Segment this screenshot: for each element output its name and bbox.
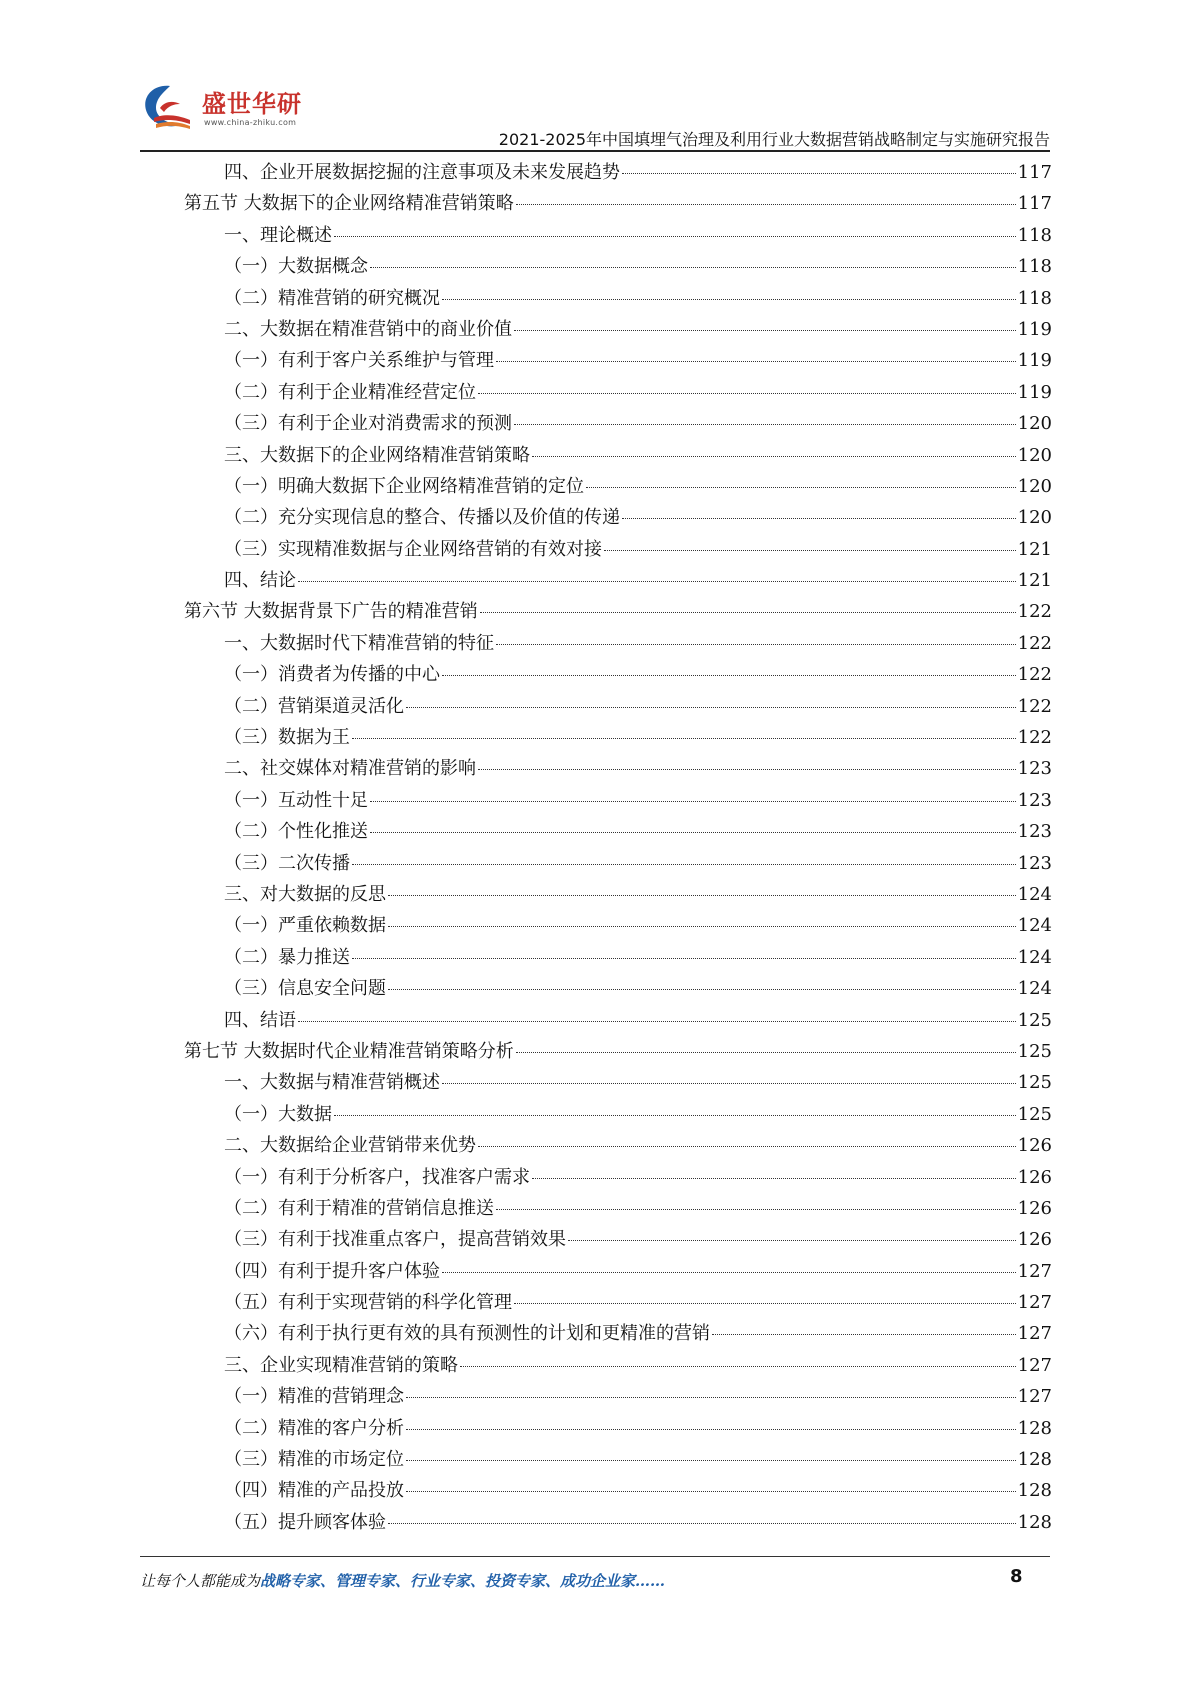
toc-entry-page: 118 bbox=[1017, 256, 1052, 278]
toc-entry-page: 120 bbox=[1017, 507, 1052, 529]
toc-entry-page: 123 bbox=[1017, 821, 1052, 843]
logo-url: www.china-zhiku.com bbox=[204, 118, 297, 127]
toc-entry-label: （一）消费者为传播的中心 bbox=[224, 664, 440, 686]
toc-entry-page: 126 bbox=[1017, 1197, 1052, 1219]
toc-entry-page: 125 bbox=[1017, 1103, 1052, 1125]
toc-leader-dots bbox=[496, 1208, 1016, 1210]
toc-leader-dots bbox=[370, 800, 1016, 802]
toc-entry-label: （一）有利于客户关系维护与管理 bbox=[224, 350, 494, 372]
toc-entry-label: 第七节 大数据时代企业精准营销策略分析 bbox=[184, 1040, 514, 1062]
toc-entry-page: 120 bbox=[1017, 444, 1052, 466]
toc-leader-dots bbox=[604, 549, 1016, 551]
toc-entry-label: （二）精准营销的研究概况 bbox=[224, 287, 440, 309]
toc-leader-dots bbox=[334, 235, 1016, 237]
report-title: 2021-2025年中国填埋气治理及利用行业大数据营销战略制定与实施研究报告 bbox=[498, 130, 1050, 149]
toc-entry[interactable] bbox=[184, 910, 1052, 941]
toc-leader-dots bbox=[712, 1333, 1016, 1335]
toc-entry-label: （二）营销渠道灵活化 bbox=[224, 695, 404, 717]
toc-leader-dots bbox=[406, 1459, 1016, 1461]
toc-leader-dots bbox=[298, 1020, 1016, 1022]
toc-leader-dots bbox=[532, 1177, 1016, 1179]
toc-entry-label: 三、企业实现精准营销的策略 bbox=[224, 1354, 458, 1376]
toc-entry[interactable] bbox=[184, 1193, 1052, 1224]
toc-leader-dots bbox=[478, 392, 1016, 394]
toc-entry-label: （六）有利于执行更有效的具有预测性的计划和更精准的营销 bbox=[224, 1323, 710, 1345]
toc-entry-label: （三）数据为王 bbox=[224, 727, 350, 749]
toc-entry-page: 123 bbox=[1017, 789, 1052, 811]
toc-leader-dots bbox=[532, 455, 1016, 457]
toc-entry[interactable] bbox=[184, 1444, 1052, 1475]
toc-entry-label: 四、结论 bbox=[224, 570, 296, 592]
toc-entry[interactable] bbox=[184, 1381, 1052, 1412]
toc-entry[interactable] bbox=[184, 314, 1052, 345]
toc-entry-page: 124 bbox=[1017, 883, 1052, 905]
toc-leader-dots bbox=[298, 580, 1016, 582]
toc-entry[interactable] bbox=[184, 1067, 1052, 1098]
toc-leader-dots bbox=[352, 737, 1016, 739]
toc-entry-label: （二）有利于企业精准经营定位 bbox=[224, 381, 476, 403]
toc-entry[interactable] bbox=[184, 628, 1052, 659]
toc-entry[interactable] bbox=[184, 1130, 1052, 1161]
toc-leader-dots bbox=[442, 674, 1016, 676]
toc-entry[interactable] bbox=[184, 1318, 1052, 1349]
toc-entry[interactable] bbox=[184, 220, 1052, 251]
toc-leader-dots bbox=[370, 831, 1016, 833]
toc-entry[interactable] bbox=[184, 816, 1052, 847]
toc-leader-dots bbox=[496, 360, 1016, 362]
toc-entry-page: 122 bbox=[1017, 664, 1052, 686]
toc-entry[interactable] bbox=[184, 408, 1052, 439]
toc-entry-label: （二）暴力推送 bbox=[224, 946, 350, 968]
toc-leader-dots bbox=[442, 298, 1016, 300]
toc-entry-label: 二、大数据在精准营销中的商业价值 bbox=[224, 318, 512, 340]
toc-entry-page: 117 bbox=[1017, 162, 1052, 183]
toc-entry-page: 122 bbox=[1017, 695, 1052, 717]
toc-entry-page: 123 bbox=[1017, 758, 1052, 780]
toc-entry[interactable] bbox=[184, 1036, 1052, 1067]
toc-entry-page: 127 bbox=[1017, 1354, 1052, 1376]
toc-leader-dots bbox=[388, 925, 1016, 927]
toc-entry-label: （二）精准的客户分析 bbox=[224, 1417, 404, 1439]
toc-leader-dots bbox=[442, 1271, 1016, 1273]
logo-name: 盛世华研 bbox=[202, 90, 302, 118]
toc-entry-label: （一）有利于分析客户，找准客户需求 bbox=[224, 1166, 530, 1188]
toc-entry-label: 四、结语 bbox=[224, 1009, 296, 1031]
toc-entry-page: 118 bbox=[1017, 287, 1052, 309]
toc-entry[interactable] bbox=[184, 534, 1052, 565]
toc-leader-dots bbox=[586, 486, 1016, 488]
toc-entry-label: 一、大数据时代下精准营销的特征 bbox=[224, 632, 494, 654]
toc-leader-dots bbox=[388, 1522, 1016, 1524]
toc-entry[interactable] bbox=[184, 753, 1052, 784]
toc-entry-label: （三）二次传播 bbox=[224, 852, 350, 874]
toc-entry-label: （五）有利于实现营销的科学化管理 bbox=[224, 1292, 512, 1314]
toc-entry-page: 124 bbox=[1017, 946, 1052, 968]
toc-leader-dots bbox=[480, 611, 1016, 613]
toc-leader-dots bbox=[334, 1114, 1016, 1116]
toc-entry[interactable] bbox=[184, 973, 1052, 1004]
toc-entry-page: 121 bbox=[1017, 538, 1052, 560]
company-logo bbox=[140, 78, 320, 142]
toc-leader-dots bbox=[352, 957, 1016, 959]
toc-entry-page: 119 bbox=[1017, 318, 1052, 340]
toc-entry-page: 119 bbox=[1017, 350, 1052, 372]
toc-entry[interactable] bbox=[184, 283, 1052, 314]
toc-entry-label: 四、企业开展数据挖掘的注意事项及未来发展趋势 bbox=[224, 162, 620, 183]
toc-entry-label: （五）提升顾客体验 bbox=[224, 1511, 386, 1533]
footer-divider bbox=[140, 1556, 1050, 1557]
toc-leader-dots bbox=[460, 1365, 1016, 1367]
toc-entry[interactable] bbox=[184, 1475, 1052, 1506]
toc-leader-dots bbox=[622, 517, 1016, 519]
toc-leader-dots bbox=[406, 1396, 1016, 1398]
toc-entry-label: （一）严重依赖数据 bbox=[224, 915, 386, 937]
toc-entry-label: （二）充分实现信息的整合、传播以及价值的传递 bbox=[224, 507, 620, 529]
toc-leader-dots bbox=[406, 1428, 1016, 1430]
toc-entry-label: 第五节 大数据下的企业网络精准营销策略 bbox=[184, 193, 514, 215]
toc-entry-page: 125 bbox=[1017, 1072, 1052, 1094]
toc-leader-dots bbox=[568, 1239, 1016, 1241]
toc-entry[interactable] bbox=[184, 1287, 1052, 1318]
toc-entry-label: 第六节 大数据背景下广告的精准营销 bbox=[184, 601, 478, 623]
toc-entry[interactable] bbox=[184, 1256, 1052, 1287]
toc-entry[interactable] bbox=[184, 1350, 1052, 1381]
toc-entry[interactable] bbox=[184, 596, 1052, 627]
toc-leader-dots bbox=[352, 863, 1016, 865]
toc-entry-page: 119 bbox=[1017, 381, 1052, 403]
toc-leader-dots bbox=[516, 1051, 1016, 1053]
toc-leader-dots bbox=[388, 894, 1016, 896]
table-of-contents bbox=[184, 157, 1052, 1538]
toc-entry-page: 125 bbox=[1017, 1040, 1052, 1062]
toc-leader-dots bbox=[514, 1302, 1016, 1304]
toc-entry[interactable] bbox=[184, 440, 1052, 471]
toc-entry[interactable] bbox=[184, 345, 1052, 376]
toc-entry-page: 117 bbox=[1017, 193, 1052, 215]
toc-entry-page: 127 bbox=[1017, 1323, 1052, 1345]
toc-entry[interactable] bbox=[184, 722, 1052, 753]
toc-leader-dots bbox=[406, 1490, 1016, 1492]
toc-entry-page: 128 bbox=[1017, 1449, 1052, 1471]
toc-entry-label: （三）有利于找准重点客户，提高营销效果 bbox=[224, 1229, 566, 1251]
toc-entry-page: 121 bbox=[1017, 570, 1052, 592]
toc-leader-dots bbox=[514, 423, 1016, 425]
toc-entry[interactable] bbox=[184, 1507, 1052, 1538]
toc-entry[interactable] bbox=[184, 848, 1052, 879]
footer-slogan-highlight: 战略专家、管理专家、行业专家、投资专家、成功企业家…… bbox=[260, 1572, 666, 1590]
toc-entry[interactable] bbox=[184, 565, 1052, 596]
toc-entry-label: 一、大数据与精准营销概述 bbox=[224, 1072, 440, 1094]
toc-entry-label: （一）互动性十足 bbox=[224, 789, 368, 811]
toc-entry-page: 122 bbox=[1017, 632, 1052, 654]
toc-entry-page: 126 bbox=[1017, 1229, 1052, 1251]
toc-entry[interactable] bbox=[184, 1413, 1052, 1444]
toc-entry[interactable] bbox=[184, 377, 1052, 408]
page-header bbox=[140, 78, 1050, 150]
toc-entry[interactable] bbox=[184, 1005, 1052, 1036]
toc-entry[interactable] bbox=[184, 251, 1052, 282]
toc-entry-page: 127 bbox=[1017, 1260, 1052, 1282]
toc-entry[interactable] bbox=[184, 942, 1052, 973]
toc-entry-page: 118 bbox=[1017, 224, 1052, 246]
toc-entry-label: （三）信息安全问题 bbox=[224, 978, 386, 1000]
toc-entry-label: 三、大数据下的企业网络精准营销策略 bbox=[224, 444, 530, 466]
toc-leader-dots bbox=[622, 172, 1016, 174]
toc-entry[interactable] bbox=[184, 785, 1052, 816]
toc-entry-label: 一、理论概述 bbox=[224, 224, 332, 246]
toc-entry-page: 128 bbox=[1017, 1480, 1052, 1502]
toc-entry-page: 122 bbox=[1017, 727, 1052, 749]
toc-entry-page: 127 bbox=[1017, 1386, 1052, 1408]
toc-entry[interactable] bbox=[184, 1099, 1052, 1130]
toc-entry-label: 三、对大数据的反思 bbox=[224, 883, 386, 905]
footer-slogan-prefix: 让每个人都能成为 bbox=[140, 1572, 261, 1590]
toc-entry-page: 126 bbox=[1017, 1166, 1052, 1188]
toc-entry[interactable] bbox=[184, 157, 1052, 188]
toc-leader-dots bbox=[406, 706, 1016, 708]
toc-entry-label: （四）精准的产品投放 bbox=[224, 1480, 404, 1502]
toc-entry-page: 128 bbox=[1017, 1511, 1052, 1533]
toc-entry-page: 124 bbox=[1017, 915, 1052, 937]
toc-entry-page: 126 bbox=[1017, 1135, 1052, 1157]
toc-entry-page: 127 bbox=[1017, 1292, 1052, 1314]
toc-entry-label: （一）大数据 bbox=[224, 1103, 332, 1125]
toc-entry-label: （二）有利于精准的营销信息推送 bbox=[224, 1197, 494, 1219]
toc-entry-page: 125 bbox=[1017, 1009, 1052, 1031]
toc-entry-label: （一）精准的营销理念 bbox=[224, 1386, 404, 1408]
toc-leader-dots bbox=[496, 643, 1016, 645]
footer-slogan bbox=[140, 1570, 665, 1591]
toc-entry-page: 120 bbox=[1017, 475, 1052, 497]
toc-entry[interactable] bbox=[184, 188, 1052, 219]
toc-entry-label: （三）精准的市场定位 bbox=[224, 1449, 404, 1471]
toc-entry[interactable] bbox=[184, 691, 1052, 722]
toc-leader-dots bbox=[478, 768, 1016, 770]
toc-entry[interactable] bbox=[184, 471, 1052, 502]
page-number: 8 bbox=[1010, 1566, 1023, 1587]
logo-emblem-icon bbox=[140, 78, 204, 138]
toc-leader-dots bbox=[442, 1082, 1016, 1084]
toc-entry-label: （一）大数据概念 bbox=[224, 256, 368, 278]
toc-leader-dots bbox=[370, 266, 1016, 268]
toc-entry-label: （二）个性化推送 bbox=[224, 821, 368, 843]
toc-leader-dots bbox=[478, 1145, 1016, 1147]
toc-entry[interactable] bbox=[184, 1162, 1052, 1193]
toc-entry-label: （三）有利于企业对消费需求的预测 bbox=[224, 413, 512, 435]
toc-entry-label: （三）实现精准数据与企业网络营销的有效对接 bbox=[224, 538, 602, 560]
toc-entry-label: 二、大数据给企业营销带来优势 bbox=[224, 1135, 476, 1157]
toc-entry[interactable] bbox=[184, 502, 1052, 533]
toc-entry[interactable] bbox=[184, 1224, 1052, 1255]
toc-entry[interactable] bbox=[184, 879, 1052, 910]
toc-entry[interactable] bbox=[184, 659, 1052, 690]
toc-leader-dots bbox=[514, 329, 1016, 331]
toc-entry-page: 128 bbox=[1017, 1417, 1052, 1439]
toc-entry-label: （四）有利于提升客户体验 bbox=[224, 1260, 440, 1282]
toc-leader-dots bbox=[516, 203, 1016, 205]
toc-entry-page: 122 bbox=[1017, 601, 1052, 623]
toc-entry-page: 123 bbox=[1017, 852, 1052, 874]
toc-entry-label: （一）明确大数据下企业网络精准营销的定位 bbox=[224, 475, 584, 497]
header-divider bbox=[140, 150, 1050, 152]
toc-entry-label: 二、社交媒体对精准营销的影响 bbox=[224, 758, 476, 780]
toc-entry-page: 124 bbox=[1017, 978, 1052, 1000]
toc-leader-dots bbox=[388, 988, 1016, 990]
toc-entry-page: 120 bbox=[1017, 413, 1052, 435]
